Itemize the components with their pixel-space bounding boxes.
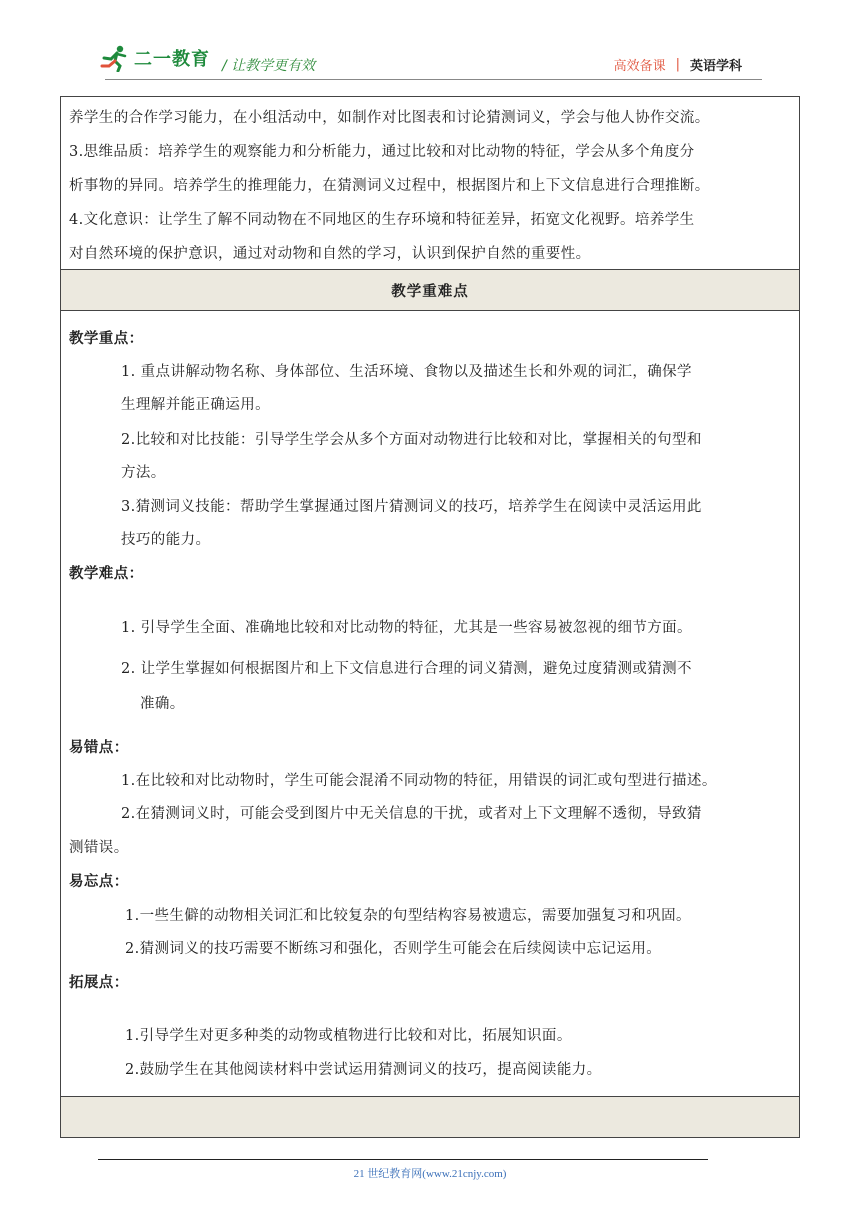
table-row-divider bbox=[61, 310, 799, 311]
logo bbox=[100, 44, 210, 72]
footer-source: 21 世纪教育网(www.21cnjy.com) bbox=[353, 1168, 507, 1180]
forget-points-heading: 易忘点： bbox=[69, 873, 129, 890]
key-points-line: 技巧的能力。 bbox=[121, 532, 211, 548]
footer-divider bbox=[98, 1159, 708, 1160]
key-points-line: 生理解并能正确运用。 bbox=[121, 397, 270, 413]
slogan: / 让教学更有效 bbox=[222, 58, 316, 74]
tag-subject: 英语学科 bbox=[689, 59, 742, 74]
key-points-line: 1. 重点讲解动物名称、身体部位、生活环境、食物以及描述生长和外观的词汇，确保学 bbox=[121, 364, 692, 380]
key-points-line: 3.猜测词义技能：帮助学生掌握通过图片猜测词义的技巧，培养学生在阅读中灵活运用此 bbox=[121, 499, 702, 515]
key-points-heading: 教学重点： bbox=[69, 330, 144, 347]
section-title-band bbox=[61, 270, 799, 310]
header-divider bbox=[105, 79, 762, 80]
intro-line: 对自然环境的保护意识，通过对动物和自然的学习，认识到保护自然的重要性。 bbox=[69, 246, 591, 262]
difficult-points-line: 2. 让学生掌握如何根据图片和上下文信息进行合理的词义猜测，避免过度猜测或猜测不 bbox=[121, 661, 692, 677]
header-tags bbox=[614, 55, 742, 74]
error-points-line: 2.在猜测词义时，可能会受到图片中无关信息的干扰，或者对上下文理解不透彻，导致猜 bbox=[121, 806, 702, 822]
key-points-line: 方法。 bbox=[121, 465, 166, 481]
difficult-points-heading: 教学难点： bbox=[69, 565, 144, 582]
error-points-heading: 易错点： bbox=[69, 739, 129, 756]
page-header bbox=[100, 44, 760, 84]
lesson-table bbox=[60, 96, 800, 1138]
error-points-line: 测错误。 bbox=[69, 840, 129, 856]
intro-line: 养学生的合作学习能力，在小组活动中，如制作对比图表和讨论猜测词义，学会与他人协作交流。 bbox=[69, 110, 710, 126]
extension-points-line: 1.引导学生对更多种类的动物或植物进行比较和对比，拓展知识面。 bbox=[125, 1028, 572, 1044]
difficult-points-line: 准确。 bbox=[140, 696, 185, 712]
forget-points-line: 2.猜测词义的技巧需要不断练习和强化，否则学生可能会在后续阅读中忘记运用。 bbox=[125, 941, 662, 957]
forget-points-line: 1.一些生僻的动物相关词汇和比较复杂的句型结构容易被遗忘，需要加强复习和巩固。 bbox=[125, 908, 691, 924]
section-title: 教学重难点 bbox=[391, 283, 469, 300]
extension-points-line: 2.鼓励学生在其他阅读材料中尝试运用猜测词义的技巧，提高阅读能力。 bbox=[125, 1062, 602, 1078]
tag-efficient-prep: 高效备课 bbox=[613, 59, 666, 74]
error-points-line: 1.在比较和对比动物时，学生可能会混淆不同动物的特征，用错误的词汇或句型进行描述。 bbox=[121, 773, 717, 789]
extension-points-heading: 拓展点： bbox=[69, 974, 129, 991]
difficult-points-line: 1. 引导学生全面、准确地比较和对比动物的特征，尤其是一些容易被忽视的细节方面。 bbox=[121, 620, 692, 636]
intro-line: 析事物的异同。培养学生的推理能力，在猜测词义过程中，根据图片和上下文信息进行合理推断。 bbox=[69, 178, 710, 194]
intro-line: 4.文化意识：让学生了解不同动物在不同地区的生存环境和特征差异，拓宽文化视野。培养学生 bbox=[69, 212, 695, 228]
intro-line: 3.思维品质：培养学生的观察能力和分析能力，通过比较和对比动物的特征，学会从多个角度分 bbox=[69, 144, 695, 160]
runner-logo-icon bbox=[100, 44, 130, 72]
tag-separator: | bbox=[675, 57, 680, 72]
logo-text: 二一教育 bbox=[134, 49, 210, 70]
empty-band bbox=[61, 1097, 799, 1137]
key-points-line: 2.比较和对比技能：引导学生学会从多个方面对动物进行比较和对比，掌握相关的句型和 bbox=[121, 432, 702, 448]
